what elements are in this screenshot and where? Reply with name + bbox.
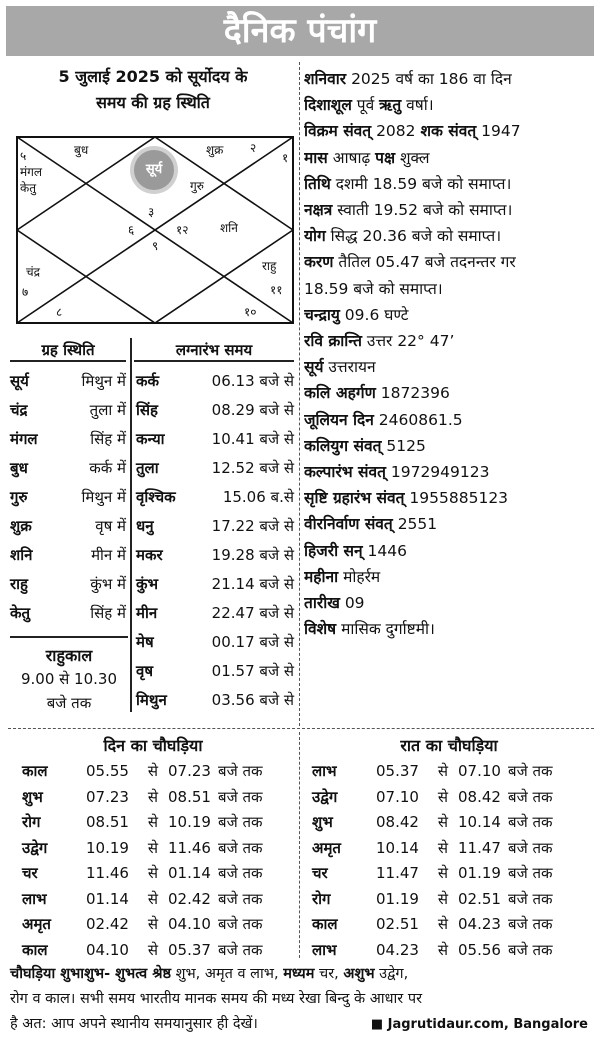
page-title: दैनिक पंचांग — [6, 6, 594, 56]
choghadiya-name: लाभ — [312, 940, 337, 959]
raat-choghadiya-title: रात का चौघड़िया — [400, 736, 498, 755]
choghadiya-to: 11.46 — [168, 838, 211, 857]
choghadiya-name: उद्वेग — [22, 838, 48, 857]
lagna-time: 00.17 बजे से — [211, 633, 294, 651]
choghadiya-to: 08.51 — [168, 787, 211, 806]
choghadiya-tail: बजे तक — [508, 762, 553, 780]
panchang-value: 09 — [339, 594, 365, 613]
choghadiya-to: 10.19 — [168, 813, 211, 831]
lagna-time: 15.06 ब.से — [222, 488, 294, 506]
lagna-time: 03.56 बजे से — [211, 691, 294, 709]
lagna-time: 06.13 बजे से — [211, 372, 294, 390]
lagna-name: कर्क — [136, 372, 160, 390]
choghadiya-se: से — [147, 940, 159, 959]
choghadiya-to: 10.14 — [458, 813, 501, 831]
lagna-time: 08.29 बजे से — [211, 401, 294, 419]
lagna-time: 19.28 बजे से — [211, 546, 294, 564]
choghadiya-row — [312, 911, 553, 937]
lagna-name: सिंह — [136, 401, 158, 419]
choghadiya-from: 07.23 — [86, 787, 129, 806]
choghadiya-se: से — [437, 762, 449, 780]
section-divider — [8, 728, 594, 729]
choghadiya-name: अमृत — [312, 838, 341, 857]
panchang-line — [304, 328, 594, 354]
choghadiya-name: काल — [22, 940, 48, 959]
choghadiya-from: 01.14 — [86, 889, 129, 908]
kundali-cell-label: बुध — [74, 143, 89, 157]
graha-rashi: कुंभ में — [90, 575, 126, 593]
choghadiya-from: 08.51 — [86, 813, 129, 831]
lagna-time: 21.14 बजे से — [211, 575, 294, 593]
choghadiya-se: से — [147, 889, 159, 908]
kundali-cell-label: गुरु — [190, 179, 204, 193]
kundali-cell-label: शनि — [220, 221, 238, 235]
lagna-time: 17.22 बजे से — [211, 517, 294, 535]
main-column-divider — [299, 62, 300, 726]
panchang-line — [304, 276, 594, 302]
choghadiya-from: 02.51 — [376, 915, 419, 933]
choghadiya-from: 02.42 — [86, 915, 129, 933]
choghadiya-se: से — [147, 915, 159, 933]
left-heading-line-1: 5 जुलाई 2025 को सूर्योदय के — [58, 67, 248, 86]
panchang-line — [304, 249, 594, 275]
panchang-key: हिजरी सन् — [304, 541, 363, 560]
choghadiya-row — [22, 784, 263, 810]
choghadiya-to: 02.51 — [458, 889, 501, 908]
panchang-value: उत्तर 22° 47’ — [361, 332, 455, 351]
kundali-chart — [16, 136, 294, 324]
kundali-cell-label: १० — [244, 305, 257, 319]
lagna-time: 01.57 बजे से — [211, 662, 294, 680]
kundali-cell-label: ६ — [128, 223, 135, 237]
kundali-cell-label: १ — [282, 151, 289, 165]
choghadiya-tail: बजे तक — [508, 889, 553, 908]
footer-line-3-text: है अत: आप अपने स्थानीय समयानुसार ही देखें। — [10, 1016, 258, 1032]
choghadiya-row — [312, 886, 553, 912]
panchang-line — [304, 616, 594, 642]
choghadiya-tail: बजे तक — [218, 813, 263, 831]
panchang-value: शुक्ल — [395, 148, 430, 167]
choghadiya-se: से — [437, 787, 449, 806]
choghadiya-row — [22, 809, 263, 835]
din-choghadiya-title: दिन का चौघड़िया — [103, 736, 203, 755]
panchang-line — [304, 171, 594, 197]
choghadiya-tail: बजे तक — [508, 813, 553, 831]
panchang-value: 09.6 घण्टे — [339, 305, 409, 324]
choghadiya-row — [22, 758, 263, 784]
choghadiya-tail: बजे तक — [508, 838, 553, 857]
choghadiya-tail: बजे तक — [508, 915, 553, 933]
lagna-name: मिथुन — [136, 691, 167, 709]
choghadiya-tail: बजे तक — [218, 838, 263, 857]
graha-name: चंद्र — [10, 401, 28, 419]
choghadiya-from: 07.10 — [376, 787, 419, 806]
kundali-cell-label: ५ — [20, 149, 27, 163]
choghadiya-name: शुभ — [22, 787, 43, 806]
panchang-key: पक्ष — [375, 148, 396, 167]
choghadiya-from: 04.10 — [86, 940, 129, 959]
choghadiya-to: 02.42 — [168, 889, 211, 908]
panchang-line — [304, 66, 594, 92]
lagna-name: मेष — [136, 633, 154, 651]
panchang-value: स्वाती 19.52 बजे को समाप्त। — [332, 201, 513, 220]
panchang-line — [304, 459, 594, 485]
panchang-key: ऋतु — [379, 96, 402, 115]
choghadiya-tail: बजे तक — [218, 864, 263, 882]
choghadiya-from: 04.23 — [376, 940, 419, 959]
choghadiya-from: 10.19 — [86, 838, 129, 857]
choghadiya-name: शुभ — [312, 813, 333, 831]
panchang-value: 2025 वर्ष का 186 वा दिन — [346, 70, 512, 88]
panchang-value: 2082 — [371, 122, 421, 141]
choghadiya-tail: बजे तक — [218, 915, 263, 933]
panchang-key: नक्षत्र — [304, 201, 333, 220]
lagna-time: 10.41 बजे से — [211, 430, 294, 448]
panchang-line — [304, 564, 594, 590]
choghadiya-row — [22, 937, 263, 963]
choghadiya-to: 07.10 — [458, 762, 501, 780]
choghadiya-name: रोग — [22, 813, 41, 831]
panchang-key: कल्पारंभ संवत् — [304, 463, 386, 482]
panchang-key: शक संवत् — [420, 122, 477, 141]
panchang-line — [304, 92, 594, 118]
panchang-key: चन्द्रायु — [304, 305, 340, 324]
panchang-line — [304, 485, 594, 511]
panchang-line — [304, 145, 594, 171]
panchang-line — [304, 407, 594, 433]
kundali-cell-label: राहु — [262, 259, 277, 273]
choghadiya-row — [312, 784, 553, 810]
choghadiya-tail: बजे तक — [218, 940, 263, 959]
lagna-name: वृश्चिक — [136, 488, 176, 506]
panchang-key: सूर्य — [304, 358, 324, 377]
source-credit: ■ Jagrutidaur.com, Bangalore — [370, 1017, 588, 1032]
choghadiya-tail: बजे तक — [508, 864, 553, 882]
panchang-key: विशेष — [304, 620, 337, 639]
kundali-cell-label: २ — [250, 141, 257, 155]
panchang-key: तारीख — [304, 594, 340, 613]
panchang-key: जूलियन दिन — [304, 410, 374, 429]
choghadiya-from: 10.14 — [376, 838, 419, 857]
kundali-cell-label: शुक्र — [206, 143, 224, 157]
panchang-value: दशमी 18.59 बजे को समाप्त। — [330, 174, 512, 193]
graha-rashi: सिंह में — [90, 604, 126, 622]
choghadiya-name: अमृत — [22, 915, 51, 933]
panchang-line — [304, 354, 594, 380]
choghadiya-name: चर — [22, 864, 38, 882]
choghadiya-from: 11.47 — [376, 864, 419, 882]
lagna-title: लग्नारंभ समय — [134, 340, 294, 362]
panchang-line — [304, 538, 594, 564]
graha-rashi: तुला में — [89, 401, 126, 419]
kundali-cell-label: ३ — [148, 205, 155, 219]
choghadiya-to: 05.37 — [168, 940, 211, 959]
lagna-time: 12.52 बजे से — [211, 459, 294, 477]
graha-name: मंगल — [10, 430, 38, 448]
footer-note — [10, 962, 592, 1037]
rahukaal-suffix: बजे तक — [46, 694, 92, 712]
panchang-key: विक्रम संवत् — [304, 122, 372, 141]
choghadiya-to: 08.42 — [458, 787, 501, 806]
choghadiya-from: 05.37 — [376, 762, 419, 780]
graha-rashi: मीन में — [91, 546, 126, 564]
choghadiya-from: 11.46 — [86, 864, 129, 882]
choghadiya-se: से — [147, 838, 159, 857]
choghadiya-row — [312, 809, 553, 835]
rahukaal-divider — [10, 636, 128, 638]
choghadiya-se: से — [437, 940, 449, 959]
panchang-key: कलि अहर्गण — [304, 384, 376, 403]
rahukaal-time: 9.00 से 10.30 — [20, 670, 118, 688]
graha-name: गुरु — [10, 488, 28, 506]
choghadiya-row — [22, 911, 263, 937]
panchang-key: महीना — [304, 567, 339, 586]
panchang-value: आषाढ़ — [327, 148, 376, 167]
panchang-value: 2551 — [392, 515, 438, 534]
panchang-value: सिद्ध 20.36 बजे को समाप्त। — [325, 227, 502, 246]
choghadiya-name: उद्वेग — [312, 787, 338, 806]
choghadiya-name: रोग — [312, 889, 331, 908]
panchang-value: पूर्व — [351, 96, 380, 115]
panchang-line — [304, 590, 594, 616]
graha-name: शनि — [10, 546, 33, 564]
choghadiya-row — [312, 860, 553, 886]
choghadiya-row — [312, 758, 553, 784]
lagna-name: मकर — [136, 546, 163, 564]
footer-line-3 — [10, 1012, 592, 1037]
panchang-line — [304, 302, 594, 328]
choghadiya-se: से — [437, 838, 449, 857]
panchang-key: कलियुग संवत् — [304, 436, 382, 455]
rahukaal-title: राहुकाल — [45, 646, 93, 665]
panchang-line — [304, 223, 594, 249]
choghadiya-tail: बजे तक — [218, 787, 263, 806]
lagna-name: तुला — [136, 459, 159, 477]
panchang-key: योग — [304, 227, 326, 246]
lagna-name: धनु — [136, 517, 154, 535]
panchang-line — [304, 118, 594, 144]
choghadiya-name: काल — [22, 762, 48, 780]
kundali-cell-label: ११ — [270, 283, 283, 297]
panchang-line — [304, 433, 594, 459]
lagna-name: मीन — [136, 604, 158, 622]
graha-name: शुक्र — [10, 517, 32, 535]
graha-name: बुध — [10, 459, 28, 477]
choghadiya-to: 07.23 — [168, 762, 211, 780]
choghadiya-from: 08.42 — [376, 813, 419, 831]
footer-value: उद्वेग, — [374, 966, 409, 982]
graha-rashi: मिथुन में — [81, 488, 126, 506]
footer-key: मध्यम — [283, 966, 315, 982]
panchang-key: सृष्टि ग्रहारंभ संवत् — [304, 489, 405, 508]
footer-value: चर, — [314, 966, 344, 982]
kundali-cell-label: ९ — [152, 239, 159, 253]
choghadiya-to: 11.47 — [458, 838, 501, 857]
kundali-cell-label: १२ — [176, 223, 189, 237]
panchang-value: तैतिल 05.47 बजे तदनन्तर गर — [333, 253, 516, 272]
kundali-cell-label: मंगल — [20, 165, 43, 179]
panchang-key: वीरनिर्वाण संवत् — [304, 515, 393, 534]
panchang-key: दिशाशूल — [304, 96, 352, 115]
kundali-cell-label: चंद्र — [26, 265, 40, 279]
choghadiya-tail: बजे तक — [218, 762, 263, 780]
panchang-value: मासिक दुर्गाष्टमी। — [336, 620, 435, 639]
graha-title: ग्रह स्थिति — [10, 340, 126, 362]
choghadiya-se: से — [437, 915, 449, 933]
panchang-value: 1972949123 — [385, 463, 490, 482]
choghadiya-se: से — [437, 864, 449, 882]
panchang-value: 2460861.5 — [373, 410, 463, 429]
choghadiya-to: 04.10 — [168, 915, 211, 933]
choghadiya-name: लाभ — [312, 762, 337, 780]
choghadiya-se: से — [437, 813, 449, 831]
choghadiya-se: से — [147, 864, 159, 882]
choghadiya-tail: बजे तक — [508, 787, 553, 806]
choghadiya-row — [22, 860, 263, 886]
panchang-key: तिथि — [304, 174, 331, 193]
graha-rashi: सिंह में — [90, 430, 126, 448]
choghadiya-divider — [299, 732, 300, 958]
sun-icon — [134, 150, 174, 190]
panchang-key: करण — [304, 253, 334, 272]
panchang-value: 18.59 बजे को समाप्त। — [304, 279, 443, 298]
footer-key: चौघड़िया शुभाशुभ- शुभत्व श्रेष्ठ — [10, 966, 171, 982]
choghadiya-row — [312, 835, 553, 861]
panchang-key: मास — [304, 148, 328, 167]
panchang-key: शनिवार — [304, 70, 347, 88]
graha-name: सूर्य — [10, 372, 29, 390]
choghadiya-name: चर — [312, 864, 328, 882]
choghadiya-name: लाभ — [22, 889, 47, 908]
panchang-value: 1446 — [362, 541, 407, 560]
panchang-value: उत्तरायन — [323, 358, 376, 377]
choghadiya-to: 01.19 — [458, 864, 501, 882]
lagna-time: 22.47 बजे से — [211, 604, 294, 622]
footer-value: शुभ, अमृत व लाभ, — [171, 966, 284, 982]
panchang-value: 1955885123 — [404, 489, 509, 508]
lagna-name: कुंभ — [136, 575, 159, 593]
footer-key: अशुभ — [343, 966, 375, 982]
panchang-key: रवि क्रान्ति — [304, 332, 362, 351]
panchang-value: वर्षा। — [401, 96, 434, 115]
choghadiya-row — [22, 835, 263, 861]
choghadiya-se: से — [147, 813, 159, 831]
choghadiya-tail: बजे तक — [508, 940, 553, 959]
left-heading-line-2: समय की ग्रह स्थिति — [96, 93, 210, 112]
kundali-cell-label: केतु — [20, 181, 37, 195]
choghadiya-to: 04.23 — [458, 915, 501, 933]
panchang-line — [304, 511, 594, 537]
graha-name: केतु — [10, 604, 31, 622]
choghadiya-row — [312, 937, 553, 963]
kundali-cell-label: ७ — [22, 285, 29, 299]
choghadiya-to: 05.56 — [458, 940, 501, 959]
sun-label: सूर्य — [145, 162, 163, 177]
choghadiya-se: से — [437, 889, 449, 908]
choghadiya-se: से — [147, 762, 159, 780]
panchang-value: मोहर्रम — [338, 567, 381, 586]
footer-line-1 — [10, 962, 592, 987]
choghadiya-tail: बजे तक — [218, 889, 263, 908]
panchang-value: 5125 — [381, 436, 426, 455]
lagna-name: कन्या — [136, 430, 165, 448]
footer-line-2: रोग व काल। सभी समय भारतीय मानक समय की मध्य रेखा बिन्दु के आधार पर — [10, 991, 423, 1007]
panchang-value: 1947 — [476, 122, 521, 141]
graha-rashi: मिथुन में — [81, 372, 126, 390]
lagna-name: वृष — [136, 662, 154, 680]
choghadiya-se: से — [147, 787, 159, 806]
graha-rashi: कर्क में — [89, 459, 126, 477]
graha-lagna-divider — [130, 338, 132, 712]
graha-name: राहु — [10, 575, 28, 593]
kundali-cell-label: ८ — [56, 305, 63, 319]
graha-rashi: वृष में — [95, 517, 126, 535]
left-heading — [10, 64, 296, 116]
panchang-line — [304, 197, 594, 223]
choghadiya-from: 01.19 — [376, 889, 419, 908]
panchang-value: 1872396 — [375, 384, 450, 403]
choghadiya-row — [22, 886, 263, 912]
panchang-line — [304, 380, 594, 406]
choghadiya-from: 05.55 — [86, 762, 129, 780]
panchang-details — [304, 66, 594, 642]
choghadiya-to: 01.14 — [168, 864, 211, 882]
choghadiya-name: काल — [312, 915, 338, 933]
